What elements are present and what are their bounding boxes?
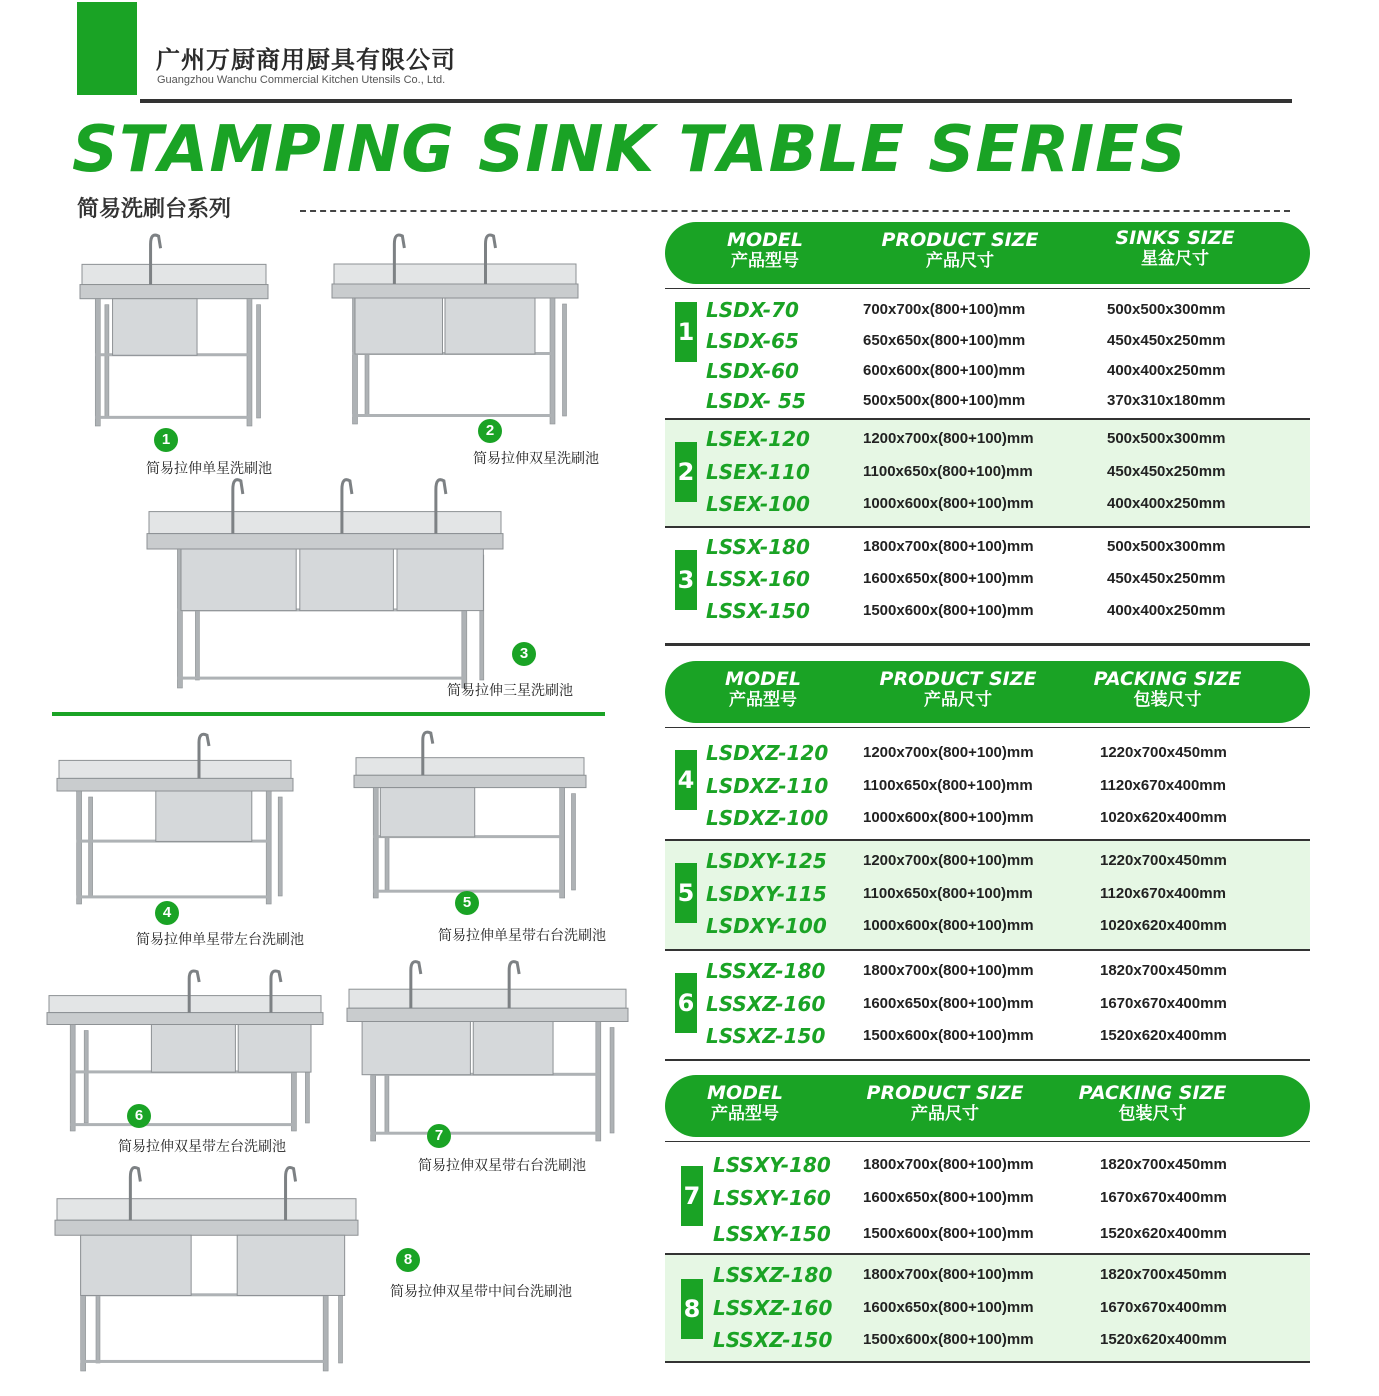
product-badge-4: 4 bbox=[155, 901, 179, 925]
product-image-5 bbox=[352, 726, 588, 902]
group-number: 8 bbox=[681, 1279, 703, 1339]
model-cell: LSEX-120 bbox=[706, 427, 810, 451]
header-sinks-size-cn: 星盆尺寸 bbox=[1141, 249, 1209, 269]
sink-basin bbox=[380, 788, 474, 837]
packing-size-cell: 1820x700x450mm bbox=[1100, 1266, 1227, 1283]
product-size-cell: 1100x650x(800+100)mm bbox=[863, 885, 1033, 902]
table-leg bbox=[373, 788, 378, 898]
product-size-cell: 1500x600x(800+100)mm bbox=[863, 1225, 1034, 1242]
backsplash bbox=[356, 758, 584, 776]
table-row bbox=[665, 295, 1310, 325]
model-cell: LSDX-70 bbox=[706, 298, 799, 322]
table-row bbox=[665, 457, 1310, 487]
sinks-size-cell: 500x500x300mm bbox=[1107, 430, 1226, 447]
packing-size-cell: 1520x620x400mm bbox=[1100, 1225, 1227, 1242]
backsplash bbox=[57, 1199, 356, 1221]
product-badge-8: 8 bbox=[396, 1248, 420, 1272]
spec-table-2 bbox=[665, 661, 1310, 1061]
table-header bbox=[665, 222, 1310, 284]
model-cell: LSEX-100 bbox=[706, 492, 810, 516]
backsplash bbox=[334, 264, 576, 284]
page-title: STAMPING SINK TABLE SERIES bbox=[72, 113, 1187, 187]
product-badge-2: 2 bbox=[478, 419, 502, 443]
header-product-size-cn: 产品尺寸 bbox=[911, 1104, 979, 1124]
product-image-6 bbox=[45, 965, 325, 1135]
product-size-cell: 1500x600x(800+100)mm bbox=[863, 1027, 1034, 1044]
product-size-cell: 1200x700x(800+100)mm bbox=[863, 430, 1034, 447]
table-leg bbox=[596, 1022, 601, 1142]
product-caption-3: 简易拉伸三星洗刷池 bbox=[447, 683, 573, 699]
table-row bbox=[665, 803, 1310, 833]
spec-table-3 bbox=[665, 1075, 1310, 1363]
product-size-cell: 1200x700x(800+100)mm bbox=[863, 744, 1034, 761]
table-row bbox=[665, 596, 1310, 626]
table-row bbox=[665, 846, 1310, 876]
table-leg bbox=[89, 797, 93, 896]
product-size-cell: 1600x650x(800+100)mm bbox=[863, 1189, 1034, 1206]
model-cell: LSSXY-180 bbox=[713, 1153, 831, 1177]
header-model-cn: 产品型号 bbox=[731, 251, 799, 271]
company-name-en: Guangzhou Wanchu Commercial Kitchen Utensils Co., Ltd. bbox=[157, 74, 446, 86]
header-model-cn: 产品型号 bbox=[711, 1104, 779, 1124]
packing-size-cell: 1020x620x400mm bbox=[1100, 917, 1227, 934]
worktop bbox=[354, 775, 586, 787]
header-packing-size: PACKING SIZE bbox=[1078, 1082, 1227, 1104]
table-leg bbox=[266, 791, 271, 904]
product-badge-7: 7 bbox=[427, 1124, 451, 1148]
table-row bbox=[665, 771, 1310, 801]
product-caption-7: 简易拉伸双星带右台洗刷池 bbox=[418, 1158, 586, 1174]
backsplash bbox=[59, 760, 291, 778]
product-size-cell: 1800x700x(800+100)mm bbox=[863, 538, 1034, 555]
product-badge-3: 3 bbox=[512, 642, 536, 666]
header-model: MODEL bbox=[725, 668, 801, 690]
table-leg bbox=[70, 1025, 75, 1132]
sinks-size-cell: 500x500x300mm bbox=[1107, 301, 1226, 318]
product-size-cell: 1800x700x(800+100)mm bbox=[863, 962, 1034, 979]
product-size-cell: 1600x650x(800+100)mm bbox=[863, 570, 1034, 587]
packing-size-cell: 1520x620x400mm bbox=[1100, 1331, 1227, 1348]
product-size-cell: 1000x600x(800+100)mm bbox=[863, 917, 1034, 934]
table-row bbox=[665, 1219, 1310, 1249]
page-subtitle: 简易洗刷台系列 bbox=[77, 197, 232, 222]
table-leg bbox=[563, 304, 567, 416]
table-row bbox=[665, 489, 1310, 519]
sink-basin bbox=[445, 298, 535, 354]
table-group bbox=[665, 727, 1310, 841]
table-leg bbox=[571, 794, 575, 890]
header-packing-size-cn: 包装尺寸 bbox=[1118, 1104, 1187, 1124]
company-logo bbox=[77, 2, 137, 95]
cross-bar bbox=[81, 1360, 327, 1363]
header-product-size-cn: 产品尺寸 bbox=[924, 690, 992, 710]
table-row bbox=[665, 989, 1310, 1019]
sink-basin bbox=[81, 1235, 192, 1295]
cross-bar bbox=[177, 677, 465, 680]
table-group bbox=[665, 1141, 1310, 1255]
table-leg bbox=[77, 791, 82, 904]
table-row bbox=[665, 424, 1310, 454]
sinks-size-cell: 400x400x250mm bbox=[1107, 362, 1226, 379]
sinks-size-cell: 450x450x250mm bbox=[1107, 332, 1226, 349]
sink-basin bbox=[362, 1022, 470, 1075]
table-leg bbox=[247, 299, 252, 426]
table-header bbox=[665, 1075, 1310, 1137]
group-number: 5 bbox=[675, 863, 697, 923]
model-cell: LSDX- 55 bbox=[706, 389, 806, 413]
group-number: 1 bbox=[675, 302, 697, 362]
sink-basin bbox=[237, 1235, 344, 1295]
table-leg bbox=[550, 298, 555, 424]
product-image-3 bbox=[145, 472, 505, 692]
header-product-size-cn: 产品尺寸 bbox=[926, 251, 994, 271]
worktop bbox=[347, 1008, 628, 1021]
model-cell: LSDXY-115 bbox=[706, 882, 827, 906]
sink-basin bbox=[300, 549, 394, 611]
header-sinks-size: SINKS SIZE bbox=[1115, 227, 1235, 249]
model-cell: LSSXY-160 bbox=[713, 1186, 831, 1210]
model-cell: LSSXY-150 bbox=[713, 1222, 831, 1246]
packing-size-cell: 1820x700x450mm bbox=[1100, 1156, 1227, 1173]
product-size-cell: 1600x650x(800+100)mm bbox=[863, 1299, 1034, 1316]
table-row bbox=[665, 1183, 1310, 1213]
backsplash bbox=[149, 512, 501, 534]
product-size-cell: 700x700x(800+100)mm bbox=[863, 301, 1026, 318]
table-leg bbox=[95, 299, 100, 426]
product-size-cell: 1800x700x(800+100)mm bbox=[863, 1266, 1034, 1283]
table-row bbox=[665, 326, 1310, 356]
company-name-cn: 广州万厨商用厨具有限公司 bbox=[156, 45, 456, 74]
table-leg bbox=[610, 1028, 614, 1134]
worktop bbox=[47, 1013, 323, 1025]
worktop bbox=[57, 778, 293, 791]
product-caption-6: 简易拉伸双星带左台洗刷池 bbox=[118, 1139, 286, 1155]
product-size-cell: 650x650x(800+100)mm bbox=[863, 332, 1026, 349]
product-caption-2: 简易拉伸双星洗刷池 bbox=[473, 451, 599, 467]
product-caption-4: 简易拉伸单星带左台洗刷池 bbox=[136, 932, 304, 948]
table-row bbox=[665, 1293, 1310, 1323]
product-image-7 bbox=[345, 955, 630, 1145]
packing-size-cell: 1520x620x400mm bbox=[1100, 1027, 1227, 1044]
sinks-size-cell: 400x400x250mm bbox=[1107, 602, 1226, 619]
packing-size-cell: 1120x670x400mm bbox=[1100, 777, 1226, 794]
product-caption-8: 简易拉伸双星带中间台洗刷池 bbox=[390, 1284, 572, 1300]
table-leg bbox=[278, 797, 282, 896]
header-model: MODEL bbox=[707, 1082, 783, 1104]
table-row bbox=[665, 532, 1310, 562]
table-group bbox=[665, 951, 1310, 1061]
product-image-8 bbox=[53, 1160, 360, 1375]
model-cell: LSSX-160 bbox=[706, 567, 810, 591]
header-model: MODEL bbox=[727, 229, 803, 251]
product-size-cell: 1800x700x(800+100)mm bbox=[863, 1156, 1034, 1173]
header-product-size: PRODUCT SIZE bbox=[879, 668, 1037, 690]
worktop bbox=[80, 285, 268, 299]
model-cell: LSDX-65 bbox=[706, 329, 799, 353]
product-size-cell: 1000x600x(800+100)mm bbox=[863, 809, 1034, 826]
group-number: 6 bbox=[675, 973, 697, 1033]
sinks-size-cell: 450x450x250mm bbox=[1107, 463, 1226, 480]
product-badge-5: 5 bbox=[455, 891, 479, 915]
table-group bbox=[665, 420, 1310, 528]
header-divider bbox=[140, 99, 1292, 103]
sink-basin bbox=[238, 1025, 311, 1073]
group-number: 4 bbox=[675, 750, 697, 810]
table-leg bbox=[257, 305, 261, 418]
cross-bar bbox=[353, 414, 553, 417]
sink-basin bbox=[355, 298, 443, 354]
header-packing-size-cn: 包装尺寸 bbox=[1133, 690, 1202, 710]
packing-size-cell: 1670x670x400mm bbox=[1100, 1299, 1227, 1316]
cross-bar bbox=[70, 1123, 294, 1126]
packing-size-cell: 1220x700x450mm bbox=[1100, 852, 1227, 869]
model-cell: LSEX-110 bbox=[706, 460, 810, 484]
model-cell: LSSX-180 bbox=[706, 535, 810, 559]
product-caption-1: 简易拉伸单星洗刷池 bbox=[146, 461, 272, 477]
green-divider bbox=[52, 712, 605, 716]
packing-size-cell: 1120x670x400mm bbox=[1100, 885, 1226, 902]
table-row bbox=[665, 738, 1310, 768]
product-size-cell: 600x600x(800+100)mm bbox=[863, 362, 1026, 379]
product-caption-5: 简易拉伸单星带右台洗刷池 bbox=[438, 928, 606, 944]
model-cell: LSDXY-100 bbox=[706, 914, 827, 938]
header-product-size: PRODUCT SIZE bbox=[881, 229, 1039, 251]
sink-basin bbox=[181, 549, 296, 611]
model-cell: LSDXY-125 bbox=[706, 849, 827, 873]
worktop bbox=[332, 284, 578, 298]
model-cell: LSSXZ-150 bbox=[706, 1024, 826, 1048]
table-leg bbox=[84, 1031, 88, 1124]
product-size-cell: 1500x600x(800+100)mm bbox=[863, 1331, 1034, 1348]
model-cell: LSSXZ-150 bbox=[713, 1328, 833, 1352]
packing-size-cell: 1020x620x400mm bbox=[1100, 809, 1227, 826]
packing-size-cell: 1670x670x400mm bbox=[1100, 995, 1227, 1012]
table-row bbox=[665, 1150, 1310, 1180]
model-cell: LSSXZ-160 bbox=[713, 1296, 833, 1320]
cross-bar bbox=[95, 416, 249, 419]
group-number: 7 bbox=[681, 1166, 703, 1226]
table-row bbox=[665, 956, 1310, 986]
product-size-cell: 500x500x(800+100)mm bbox=[863, 392, 1026, 409]
backsplash bbox=[349, 989, 626, 1008]
header-model-cn: 产品型号 bbox=[729, 690, 797, 710]
table-group bbox=[665, 528, 1310, 646]
table-row bbox=[665, 1021, 1310, 1051]
table-row bbox=[665, 356, 1310, 386]
product-size-cell: 1100x650x(800+100)mm bbox=[863, 463, 1033, 480]
header-product-size: PRODUCT SIZE bbox=[866, 1082, 1024, 1104]
sinks-size-cell: 370x310x180mm bbox=[1107, 392, 1226, 409]
sink-basin bbox=[113, 299, 197, 356]
table-row bbox=[665, 879, 1310, 909]
product-size-cell: 1600x650x(800+100)mm bbox=[863, 995, 1034, 1012]
table-row bbox=[665, 1325, 1310, 1355]
product-size-cell: 1500x600x(800+100)mm bbox=[863, 602, 1034, 619]
model-cell: LSSXZ-180 bbox=[713, 1263, 833, 1287]
table-group bbox=[665, 841, 1310, 951]
model-cell: LSDXZ-100 bbox=[706, 806, 829, 830]
sink-basin bbox=[156, 791, 252, 841]
product-image-2 bbox=[330, 228, 580, 428]
spec-table-1 bbox=[665, 222, 1310, 646]
model-cell: LSSXZ-180 bbox=[706, 959, 826, 983]
model-cell: LSSXZ-160 bbox=[706, 992, 826, 1016]
product-size-cell: 1200x700x(800+100)mm bbox=[863, 852, 1034, 869]
sink-basin bbox=[397, 549, 483, 611]
product-image-1 bbox=[78, 228, 270, 430]
table-leg bbox=[105, 305, 109, 418]
product-image-4 bbox=[55, 728, 295, 908]
product-badge-6: 6 bbox=[127, 1104, 151, 1128]
worktop bbox=[147, 534, 503, 549]
table-leg bbox=[560, 788, 565, 898]
backsplash bbox=[49, 996, 321, 1013]
sink-basin bbox=[473, 1022, 553, 1075]
table-header bbox=[665, 661, 1310, 723]
packing-size-cell: 1820x700x450mm bbox=[1100, 962, 1227, 979]
group-number: 3 bbox=[675, 550, 697, 610]
sinks-size-cell: 450x450x250mm bbox=[1107, 570, 1226, 587]
group-number: 2 bbox=[675, 442, 697, 502]
product-badge-1: 1 bbox=[154, 428, 178, 452]
model-cell: LSSX-150 bbox=[706, 599, 810, 623]
model-cell: LSDXZ-110 bbox=[706, 774, 829, 798]
sinks-size-cell: 500x500x300mm bbox=[1107, 538, 1226, 555]
header-packing-size: PACKING SIZE bbox=[1093, 668, 1242, 690]
model-cell: LSDXZ-120 bbox=[706, 741, 829, 765]
backsplash bbox=[82, 264, 266, 284]
packing-size-cell: 1670x670x400mm bbox=[1100, 1189, 1227, 1206]
cross-bar bbox=[77, 895, 269, 898]
product-size-cell: 1000x600x(800+100)mm bbox=[863, 495, 1034, 512]
table-row bbox=[665, 386, 1310, 416]
dashed-divider bbox=[300, 210, 1290, 212]
cross-bar bbox=[371, 1132, 599, 1135]
product-size-cell: 1100x650x(800+100)mm bbox=[863, 777, 1033, 794]
model-cell: LSDX-60 bbox=[706, 359, 799, 383]
table-group bbox=[665, 1255, 1310, 1363]
table-row bbox=[665, 911, 1310, 941]
sink-basin bbox=[151, 1025, 235, 1073]
table-row bbox=[665, 564, 1310, 594]
worktop bbox=[55, 1220, 358, 1235]
table-group bbox=[665, 288, 1310, 420]
table-row bbox=[665, 1260, 1310, 1290]
sinks-size-cell: 400x400x250mm bbox=[1107, 495, 1226, 512]
packing-size-cell: 1220x700x450mm bbox=[1100, 744, 1227, 761]
